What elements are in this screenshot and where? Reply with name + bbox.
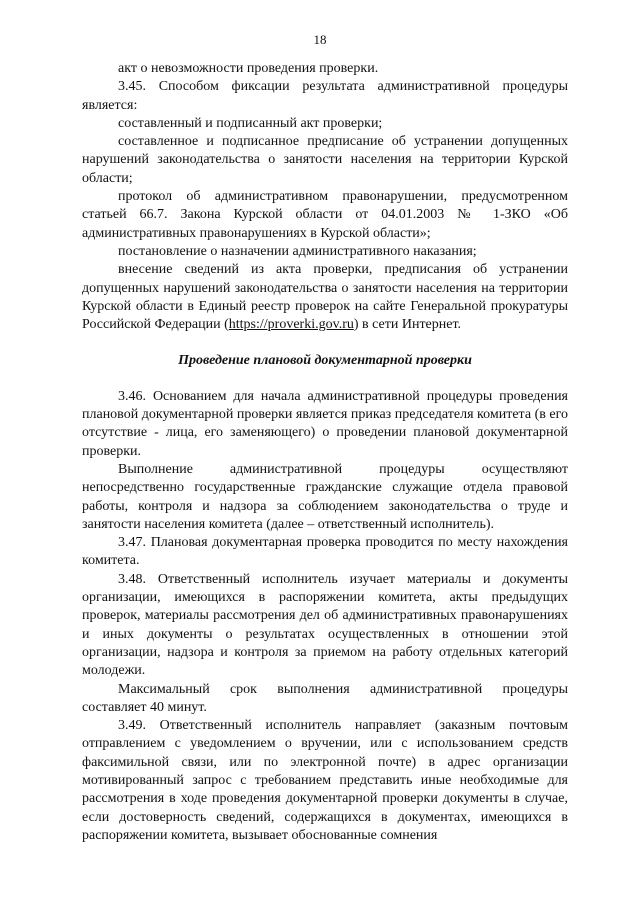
registry-text-before: внесение сведений из акта проверки, предписания об устранении допущенных нарушений законодательства о занятости населения на территории Курской области в Единый реестр проверок на сайте Генеральной прокуратуры Российской Федерации ( [82,262,568,333]
paragraph-3-45: 3.45. Способом фиксации результата административной процедуры является: [82,79,568,113]
section-heading: Проведение плановой документарной проверки [178,353,472,369]
paragraph-3-49: 3.49. Ответственный исполнитель направляет (заказным почтовым отправлением с уведомлением о вручении, или с использованием средств факсимильной связи, или по электронной почте) в адрес организации мотивированный запрос с требованием представить иные необходимые для рассмотрения в ходе проведения документарной проверки документы в случае, если достоверность сведений, содержащихся в документах, имеющихся в распоряжении комитета, вызывает обоснованные сомнения [82,718,568,843]
page-number: 18 [313,32,327,47]
paragraph-max-time: Максимальный срок выполнения административной процедуры составляет 40 минут. [82,681,568,715]
proverki-link[interactable]: https://proverki.gov.ru [228,317,354,333]
paragraph-inspection-impossible: акт о невозможности проведения проверки. [118,61,379,76]
paragraph-registry [82,261,568,334]
paragraph-3-46: 3.46. Основанием для начала административной процедуры проведения плановой документарной проверки является приказ председателя комитета (в его отсутствие - лица, его заменяющего) о проведении плановой документарной проверки. [82,388,568,459]
paragraph-order-signed: составленное и подписанное предписание об устранении допущенных нарушений законодательства о занятости населения на территории Курской области; [82,134,568,186]
paragraph-protocol: протокол об административном правонарушении, предусмотренном статьей 66.7. Закона Курской области от 04.01.2003 № 1-ЗКО «Об административных правонарушениях в Курской области»; [82,189,568,241]
paragraph-3-47: 3.47. Плановая документарная проверка проводится по месту нахождения комитета. [82,535,568,569]
registry-text-after: ) в сети Интернет. [353,317,462,333]
paragraph-executors: Выполнение административной процедуры осуществляют непосредственно государственные гражданские служащие отдела правовой работы, контроля и надзора за соблюдением законодательства о труде и занятости населения комитета (далее – ответственный исполнитель). [82,461,568,532]
paragraph-resolution: постановление о назначении административного наказания; [118,243,477,259]
paragraph-act-signed: составленный и подписанный акт проверки; [118,115,383,131]
paragraph-3-48: 3.48. Ответственный исполнитель изучает материалы и документы организации, имеющихся в распоряжении комитета, акты предыдущих проверок, материалы рассмотрения дел об административных правонарушениях и иных документы о результатах осуществленных в отношении этой организации, надзора и контроля за приемом на работу отдельных категорий молодежи. [82,571,568,679]
document-body [82,60,568,845]
